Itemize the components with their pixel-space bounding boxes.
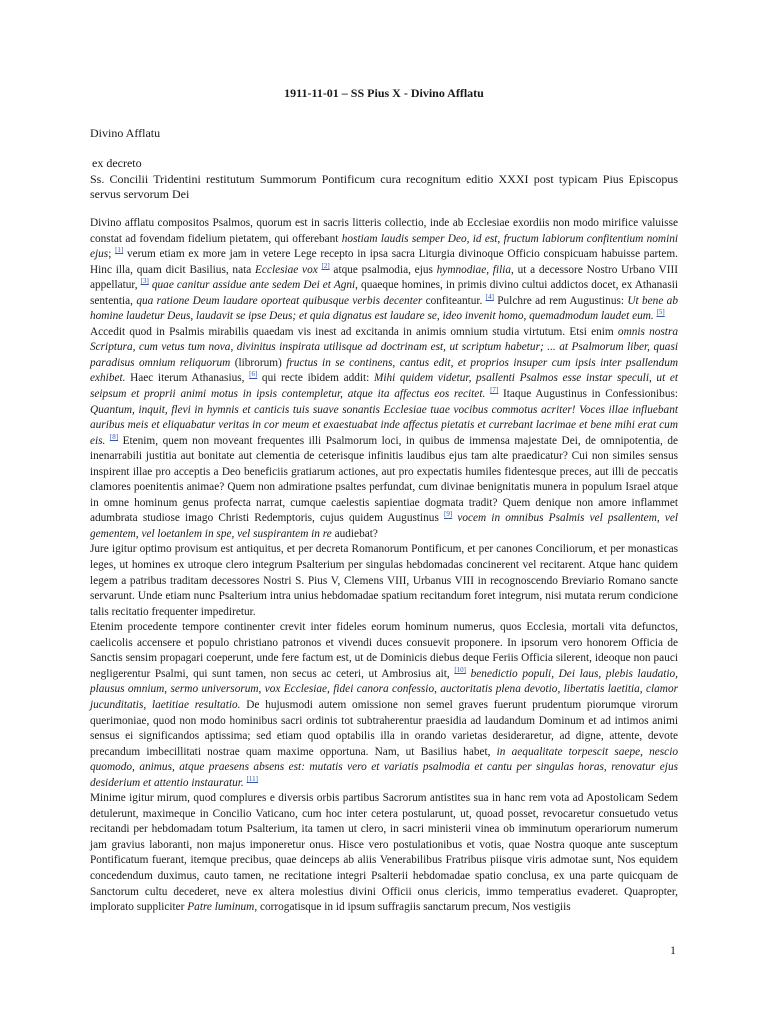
footnote-link[interactable]: [6] [249,370,258,379]
page-number: 1 [670,943,676,957]
italic-quote: hymnodiae, filia [436,263,512,276]
italic-quote: Mihi quidem videtur, psallenti Psalmos esse instar speculi, ut et seipsum et proprii animi motus in ipsis contempletur, atque ita affectus eos recitet. [90,372,679,401]
paragraph-5 [90,791,678,915]
paragraph-text: Etenim, quem non moveant frequentes illi Psalmorum loci, in quibus de immensa majestate Dei, de omnipotentia, de inenarrabili justitia aut bonitate aut clementia de ceterisque infinitis laudibus ejus tam alte praedicatur? Cui non similes sensus inspirent illae pro acceptis a Deo beneficiis gratiarum actiones, aut pro expectatis humiles fidentesque preces, aut illi de peccatis clamores poenitentis animae? Quem non admiratione psaltes perfundat, cum divinae benignitatis munera in populum Israel atque in omne hominum genus profecta narrat, cumque caelestis sapientiae dogmata tradit? Quem denique non amore inflammet adumbrata studiose imago Christi Redemptoris, cujus quidem Augustinus [90,434,679,525]
italic-quote: Ut bene ab homine laudetur Deus, laudavit se ipse Deus; et quia dignatus est laudare se, ideo invenit homo, quemadmodum laudet eum. [90,294,678,323]
italic-quote: benedictio populi, Dei laus, plebis laudatio, plausus omnium, sermo universorum, vox Ecclesiae, fidei canora confessio, auctoritatis plena devotio, libertatis laetitia, clamor jucunditatis, laetitiae resultatio. [90,667,678,711]
document-title: 1911-11-01 – SS Pius X - Divino Afflatu [284,86,484,100]
paragraph-text: Etenim procedente tempore continenter crevit inter fideles eorum hominum numerus, quos Ecclesia, mortali vita defunctos, caelicolis accensere et populo christiano patronos et vivendi duces consuevit proponere. In ipsorum vero honorem Officia de Sanctis sensim propagari coeperunt, unde fere factum est, ut de Dominicis diebus deque Feriis Officia silerent, ideoque non pauci negligerentur Psalmi, qui sunt tamen, non secus ac ceteri, ut Ambrosius ait, [90,621,678,680]
document-heading: Divino Afflatu [90,126,161,140]
paragraph-text: , ut a decessore Nostro Urbano VIII appellatur, [90,263,678,292]
paragraph-text: atque psalmodia, ejus [329,263,437,276]
paragraph-text: Haec iterum Athanasius, [125,372,250,385]
italic-quote: Quantum, inquit, flevi in hymnis et canticis tuis suave sonantis Ecclesiae tuae vocibus commotus acriter! Voces illae influebant auribus meis et eliquabatur veritas in cor meum et exaestuabat inde affectus pietatis et currebant lacrimae et bene mihi erat cum eis. [90,403,678,447]
paragraph-text: ; [108,248,116,261]
paragraph-text: Itaque Augustinus in Confessionibus: [498,388,678,401]
paragraph-text: qui recte ibidem addit: [257,372,374,385]
footnote-link[interactable]: [5] [656,308,665,317]
footnote-link[interactable]: [9] [444,510,453,519]
paragraph-text: Jure igitur optimo provisum est antiquitus, et per decreta Romanorum Pontificum, et per canones Conciliorum, et per monasticas leges, ut homines ex utroque clero integrum Psalterium per singulas hebdomadas concinerent vel recitarent. Atque hanc quidem legem a patribus traditam decessores Nostri S. Pius V, Clemens VIII, Urbanus VIII in recognoscendo Breviario Romano sancte servarunt. Unde etiam nunc Psalterium intra unius hebdomadae spatium recitandum foret integrum, nisi mutata rerum condicione talis recitatio frequenter impediretur. [90,543,678,618]
document-body [90,216,678,916]
footnote-link[interactable]: [8] [109,432,119,441]
italic-quote: fructus in se continens, cantus edit, et proprios insuper cum ipsis inter psallendum exhibet. [90,356,678,385]
paragraph-text: , quaeque homines, in primis divino cultui addictos docet, ex Athanasii sententia, [90,279,678,307]
footnote-link[interactable]: [10] [454,666,466,675]
italic-quote: omnis nostra Scriptura, cum vetus tum nova, divinitus inspirata utilisque ad doctrinam est, ut scriptum habetur; ... at Psalmorum liber, quasi paradisus omnium reliquorum [90,325,678,369]
footnote-link[interactable]: [3] [140,277,149,286]
italic-quote: vocem in omnibus Psalmis vel psallentem, vel gementem, vel loetanlem in spe, vel suspirantem in re [90,512,678,540]
italic-quote: Ecclesiae vox [255,263,318,276]
paragraph-4 [90,620,678,791]
footnote-link[interactable]: [4] [485,292,494,301]
decree-text: Ss. Concilii Tridentini restitutum Summorum Pontificum cura recognitum editio XXXI post typicam Pius Episcopus servus servorum Dei [90,171,678,202]
paragraph-text: Pulchre ad rem Augustinus: [493,294,628,307]
paragraph-text: (librorum) [230,356,287,369]
italic-quote: quae canitur assidue ante sedem Dei et Agni [148,279,356,292]
italic-quote: hostiam laudis semper Deo, id est, fructum labiorum confitentium nomini ejus [90,232,678,261]
footnote-link[interactable]: [2] [321,261,330,270]
decree-block [90,156,678,203]
decree-line: ex decreto [92,156,142,170]
paragraph-text: Accedit quod in Psalmis mirabilis quaedam vis inest ad excitanda in animis omnium studia virtutum. Etsi enim [90,325,618,338]
footnote-link[interactable]: [7] [490,386,499,395]
paragraph-text: confiteantur. [422,294,486,307]
paragraph-text: , corrogatisque in id ipsum suffragiis sanctarum precum, Nos vestigiis [254,901,571,914]
italic-quote: qua ratione Deum laudare oporteat quibusque verbis decenter [136,294,423,307]
paragraph-text: Divino afflatu compositos Psalmos, quorum est in sacris litteris collectio, inde ab Ecclesiae exordiis non modo mirifice valuisse constat ad fovendam fidelium pietatem, qui offerebant [90,217,678,245]
paragraph-1 [90,216,678,325]
paragraph-text: Minime igitur mirum, quod complures e diversis orbis partibus Sacrorum antistites sua in hanc rem vota ad Apostolicam Sedem detulerunt, maximeque in Concilio Vaticano, cum hoc inter cetera postularunt, ut, quoad posset, revocaretur consuetudo vetus recitandi per hebdomadam totum Psalterium, ita tamen ut clero, in sacri ministerii vinea ob imminutum operariorum numerum jam gravius laboranti, non majus imponeretur onus. Hisce vero postulationibus et votis, quae Nostra quoque ante susceptum Pontificatum fuerant, itemque precibus, quae deinceps ab aliis Venerabilibus Fratribus piisque viris admotae sunt, Nos equidem concedendum duximus, cauto tamen, ne recitatione integri Psalterii hebdomadae spatio conclusa, ex una parte quicquam de Sanctorum cultu decederet, neve ex altera molestius divini Officii onus clericis, immo temperatius evaderet. Quapropter, implorato suppliciter [90,792,678,914]
paragraph-3 [90,542,678,620]
italic-quote: in aequalitate torpescit saepe, nescio quomodo, animus, atque praesens absens est: mutatis vero et variatis psalmodia et cantu per singulas horas, renovatur ejus desiderium et attentio instauratur. [90,745,678,789]
paragraph-text: De hujusmodi autem omissione non semel graves fuerunt prudentum piorumque virorum querimoniae, quod non modo hominibus sacri ordinis tot subtraherentur praesidia ad laudandum Dominum et ad intimos animi sensus ei significandos aptissima; sed etiam quod optabilis illa in orando varietas desideraretur, ad digne, attente, devote precandum imbecillitati nostrae quam maxime opportuna. Nam, ut Basilius habet, [90,698,678,758]
footnote-link[interactable]: [1] [115,246,124,255]
paragraph-2 [90,325,678,543]
paragraph-text: verum etiam ex more jam in vetere Lege recepto in ipsa sacra Liturgia divinoque Officio conspicuam habuisse partem. Hinc illa, quam dicit Basilius, nata [90,248,678,276]
italic-quote: Patre luminum [187,901,255,914]
footnote-link[interactable]: [11] [246,774,258,783]
paragraph-text: audiebat? [331,527,378,540]
